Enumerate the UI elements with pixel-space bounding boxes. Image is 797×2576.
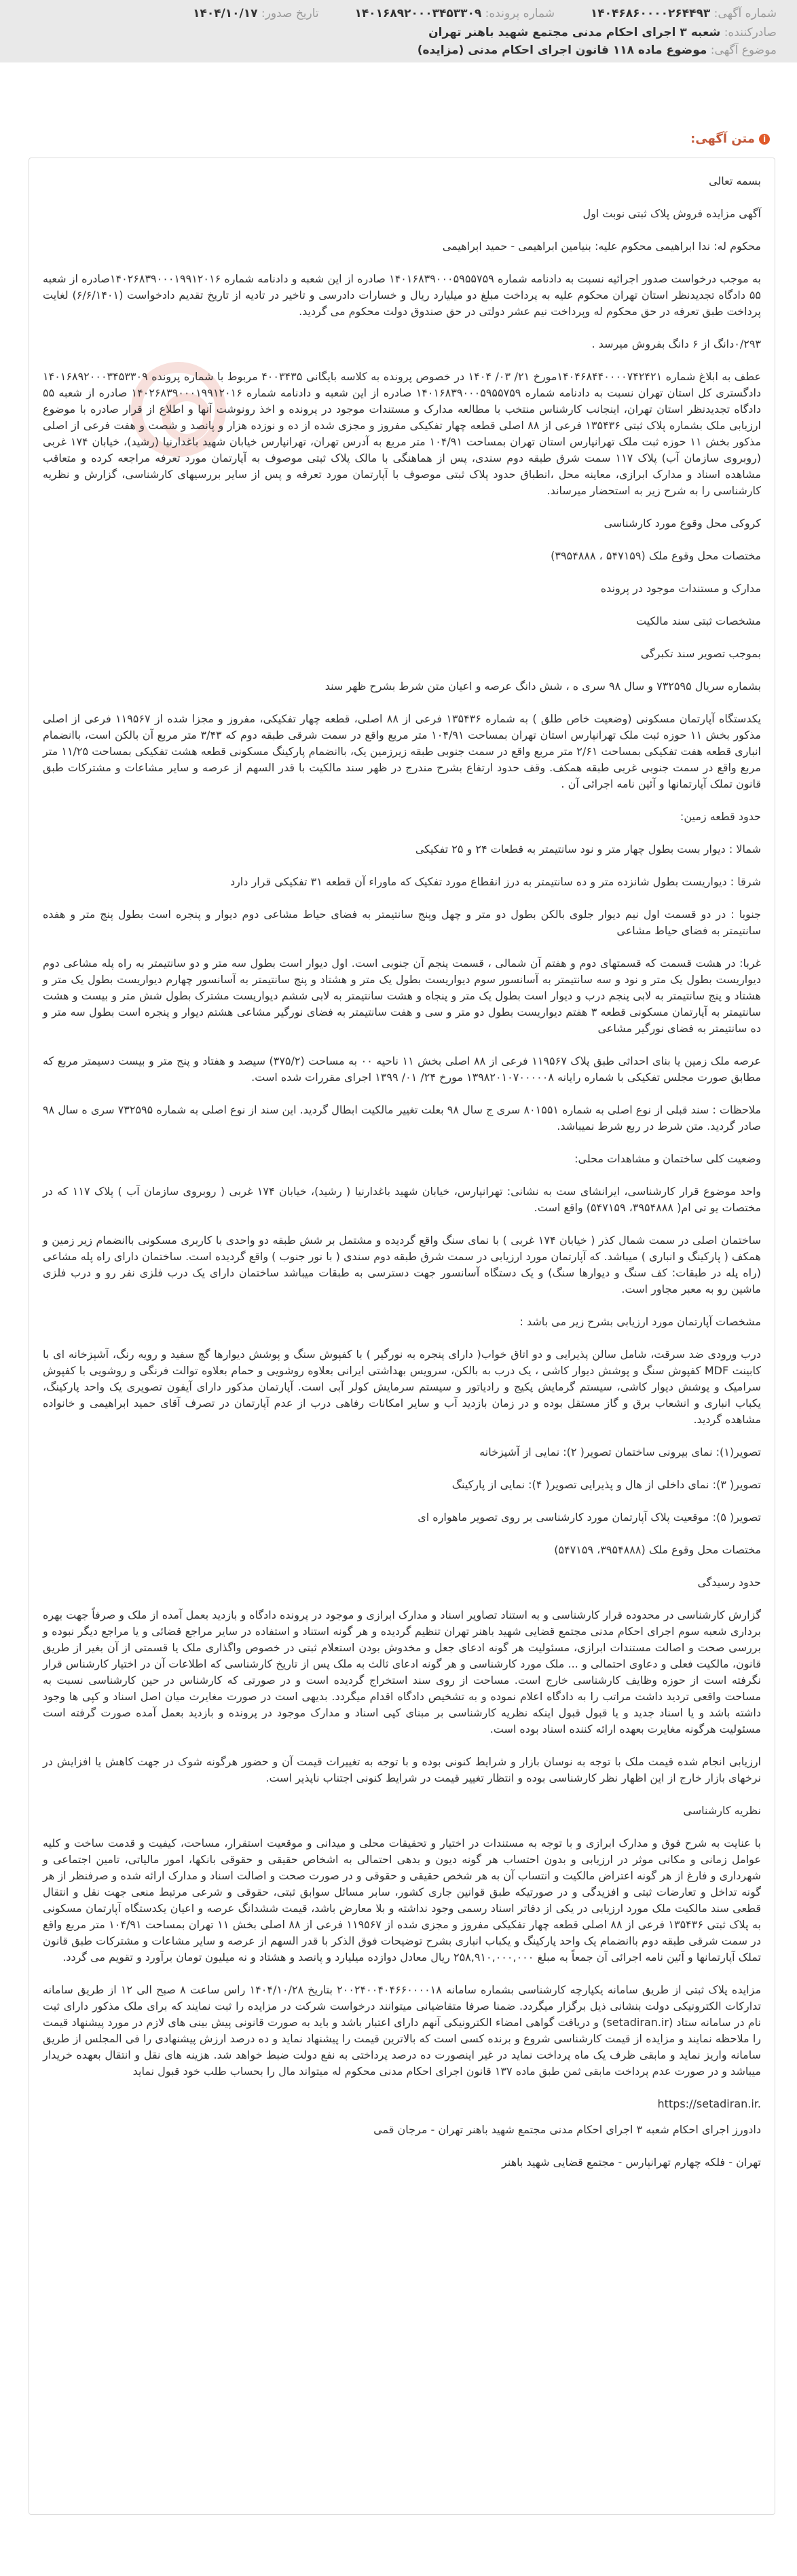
paragraph: دادورز اجرای احکام شعبه ۳ اجرای احکام مدنی مجتمع شهید باهنر تهران - مرجان قمی — [373, 2123, 761, 2136]
paragraph: تصویر( ۳): نمای داخلی از هال و پذیرایی تصویر( ۴): نمایی از پارکینگ — [451, 1478, 761, 1491]
paragraph: گزارش کارشناسی در محدوده قرار کارشناسی و به استناد تصاویر اسناد و مدارک ابرازی و موجود در پرونده دادگاه و بازدید بعمل آمده از ملک و صرفاً جهت بهره برداری شعبه سوم اجرای احکام مدنی مجتمع قضایی شهید باهنر تهران تنظیم گردیده و هر گونه استناد و استفاده در سایر مراجع قضائی و یا مراجع دیگر نبوده و بررسی صحت و اصالت مستندات ابرازی، مسئولیت هر گونه ادعای جعل و مخدوش بودن استعلام ثبتی در خصوص واگذاری ملک یا قسمتی از آن بغیر از طریق قانون، مالکیت فعلی و دعاوی احتمالی و ... ملک مورد کارشناسی و هر گونه ادعای ثالث به ملک پس از تاریخ کارشناسی که اطلاعات آن در اختیار کارشناس قرار نگرفته است از حوزه وظایف کارشناسی خارج است. مساحت از روی سند استخراج گردیده است و در صورتی که کارشناس در حین کارشناسی نسبت به مساحت واقعی تردید داشت مراتب را به دادگاه اعلام نموده و به تشخیص دادگاه اقدام میگردد. بدیهی است در صورت مغایرت میان اصل اسناد و کپی ها وجود داشته باشد و یا اسناد جدید و یا قبول قبول اینکه نظریه کارشناسی بر مبنای کپی اسناد و مدارک موجود در پرونده و بازدید بعمل آمده صورت گرفته است مسئولیت هرگونه مغایرت بعهده ارائه کننده اسناد بوده است. — [43, 1608, 761, 1735]
paragraph: حدود قطعه زمین: — [680, 810, 761, 823]
paragraph: مزایده پلاک ثبتی از طریق سامانه یکپارچه کارشناسی بشماره سامانه ۲۰۰۲۴۰۰۴۰۴۶۶۰۰۰۰۱۸ بتاریخ ۱۴۰۴/۱۰/۲۸ راس ساعت ۸ صبح الی ۱۲ از طریق سامانه تدارکات الکترونیکی دولت بنشانی ذیل برگزار میگردد. ضمنا صرفا متقاضیانی میتوانند درخواست شرکت در مزایده را ثبت نمایند که برای ملک مذکور دارای ثبت نام در سامانه ستاد (setadiran.ir) و دریافت گواهی امضاء الکترونیکی آنهم دارای اعتبار باشد و باید به صورت قانونی پیش بینی های لازم در مورد پیشنهاد قیمت را ملاحظه نمایند و مزایده از قیمت کارشناسی شروع و برنده کسی است که بالاترین قیمت را پیشنهاد نماید و ده درصد ارزش پیشنهادی را فی المجلس از طریق سامانه واریز نماید و مابقی ظرف یک ماه پرداخت نماید در غیر اینصورت ده درصد پرداختی به نفع دولت ضبط خواهد شد. هزینه های نقل و انتقال بعهده خریدار میباشد و در صورت عدم پرداخت مابقی ثمن طبق ماده ۱۳۷ قانون اجرای احکام مدنی محکوم له میتواند مال را بحساب طلب خود قبول نماید — [43, 1983, 762, 2078]
notice-header — [0, 0, 797, 62]
paragraph: تهران - فلکه چهارم تهرانپارس - مجتمع قضایی شهید باهنر — [502, 2156, 761, 2169]
paragraph: کروکی محل وقوع مورد کارشناسی — [604, 517, 761, 530]
notice-text-heading-label: متن آگهی: — [690, 132, 755, 146]
paragraph: غربا: در هشت قسمت که قسمتهای دوم و هفتم آن شمالی ، قسمت پنجم آن جنوبی است. اول دیوار است بطول سه متر و دو سانتیمتر به راه پله مشاعی دوم دیواریست بطول یک متر و نود و سه سانتیمتر به آسانسور سوم دیواریست بطول یک متر و هشتاد و پنج سانتیمتر به آسانسور چهارم دیواریست بطول یک متر و هشتاد و پنج سانتیمتر به لابی پنجم درب و دیوار است بطول یک متر و پنجاه و هشت سانتیمتر به لابی ششم دیواریست مشترک بطول شش متر و بیست و هشت سانتیمتر به آپارتمان مسکونی قطعه ۳ هفتم دیواریست بطول دو متر و سی و هفت سانتیمتر به فضای نورگیر مشاعی هشتم دیوار و پنجره است بطول سه متر و ده سانتیمتر به فضای نورگیر مشاعی — [43, 957, 762, 1035]
paragraph: بشماره سریال ۷۳۲۵۹۵ و سال ۹۸ سری ه ، شش دانگ عرصه و اعیان متن شرط بشرح ظهر سند — [325, 680, 761, 693]
case-number: ۱۴۰۱۶۸۹۲۰۰۰۳۴۵۳۳۰۹ — [354, 7, 482, 20]
paragraph: مشخصات ثبتی سند مالکیت — [635, 614, 761, 627]
paragraph: درب ورودی ضد سرقت، شامل سالن پذیرایی و دو اتاق خواب( دارای پنجره به نورگیر ) با کفپوش سنگ و پوشش دیوارها گچ سفید و رویه رنگ، آشپزخانه ای با کابینت MDF کفپوش سنگ و پوشش دیوار کاشی ، یک درب به بالکن، سرویس بهداشتی ایرانی بعلاوه روشویی و حمام بعلاوه توالت فرنگی و روشویی با کفپوش سرامیک و پوشش دیوار کاشی، سیستم گرمایش پکیج و رادیاتور و سیستم سرمایش کولر آبی است. آپارتمان مذکور دارای آیفون تصویری یک واحد پارکینگ، یکباب انباری و انشعاب برق و گاز مستقل بوده و در زمان بازدید آب و سایر امکانات رفاهی درب از عدم آپارتمان در تصرف آقای حمید ابراهیمی و خانواده مشاهده گردید. — [43, 1348, 761, 1426]
paragraph: عرصه ملک زمین یا بنای احداثی طبق پلاک ۱۱۹۵۶۷ فرعی از ۸۸ اصلی بخش ۱۱ ناحیه ۰۰ به مساحت (۳۷۵/۲) سیصد و هفتاد و پنج متر و بیست دسیمتر مربع که مطابق صورت مجلس تفکیکی با شماره رایانه ۱۳۹۸۲۰۱۰۷۰۰۰۰۰۸ مورخ ۲۴/ ۰۱/ ۱۳۹۹ اجرای مقررات شده است. — [43, 1054, 762, 1084]
paragraph: عطف به ابلاغ شماره ۱۴۰۴۶۸۴۴۰۰۰۰۷۴۲۴۲۱مورخ ۲۱/ ۰۳/ ۱۴۰۴ در خصوص پرونده به کلاسه بایگانی ۴۰۰۳۴۳۵ مربوط با شماره پرونده ۱۴۰۱۶۸۹۲۰۰۰۳۴۵۳۳۰۹ دادگستری کل استان تهران نسبت به دادنامه شماره ۱۴۰۱۶۸۳۹۰۰۰۵۹۵۵۷۵۹ صادره از این شعبه و دادنامه شماره ۱۴۰۲۶۸۳۹۰۰۰۱۹۹۱۲۰۱۶ صادره از شعبه ۵۵ دادگاه تجدیدنظر استان تهران، اینجانب کارشناس منتخب با مطالعه مدارک و مستندات موجود در پرونده و اخذ رونوشت آنها و اطلاع از قرار صادره با موضوع ارزیابی ملک بشماره پلاک ثبتی ۱۳۵۴۳۶ فرعی از ۸۸ اصلی قطعه چهار تفکیکی مفروز و مجزی شده از ده و نوزده هزار و پانصد و شصت و هفت فرعی از اصلی مذکور بخش ۱۱ حوزه ثبت ملک تهرانپارس استان تهران بمساحت ۱۰۴/۹۱ متر مربع به آدرس تهران، تهرانپارس خیابان شهید باغدارنیا (رشید)، خیابان ۱۷۴ غربی (روبروی سازمان آب) پلاک ۱۱۷ سمت شرق طبقه دوم سندی، پس از هماهنگی با مالک پلاک ثبتی موصوف به آپارتمان مورد تعرفه مراجعه کرده و متعاقب مشاهده اسناد و مدارک ابرازی، معاینه محل ،انطباق حدود پلاک ثبتی موصوف با آپارتمان مورد تعرفه و پس از سایر بررسیهای کارشناسی، گزارش و نظریه کارشناسی را به شرح زیر به استحضار میرساند. — [43, 370, 762, 497]
paragraph: شرقا : دیواریست بطول شانزده متر و ده سانتیمتر به درز انقطاع مورد تفکیک که ماوراء آن قطعه ۳۱ تفکیکی قرار دارد — [229, 875, 761, 888]
case-number-label: شماره پرونده: — [485, 7, 555, 20]
issuer: شعبه ۳ اجرای احکام مدنی مجتمع شهید باهنر تهران — [428, 26, 721, 39]
subject: موضوع ماده ۱۱۸ قانون اجرای احکام مدنی (مزایده) — [417, 43, 707, 57]
paragraph: حدود رسیدگی — [697, 1576, 761, 1589]
issuer-label: صادرکننده: — [724, 26, 777, 39]
paragraph: ۰/۲۹۳دانگ از ۶ دانگ بفروش میرسد . — [591, 337, 761, 350]
paragraph: ارزیابی انجام شده قیمت ملک با توجه به نوسان بازار و شرایط کنونی بوده و با توجه به تغییرات قیمت آن و حضور هرگونه شوک در جهت کاهش یا افزایش در نرخهای بازار خارج از این اظهار نظر کارشناسی بوده و انتظار تغییر قیمت در شرایط کنونی اجتناب ناپذیر است. — [43, 1755, 761, 1784]
paragraph: جنوبا : در دو قسمت اول نیم دیوار جلوی بالکن بطول دو متر و چهل وپنج سانتیمتر به فضای حیاط مشاعی دوم دیوار و پنجره است بطول پنج متر و هفده سانتیمتر به فضای حیاط مشاعی — [43, 908, 761, 937]
notice-body — [29, 158, 775, 2515]
notice-content — [43, 173, 761, 2187]
paragraph: وضعیت کلی ساختمان و مشاهدات محلی: — [574, 1152, 761, 1165]
notice-text-heading — [690, 132, 770, 146]
info-icon: i — [759, 134, 770, 145]
paragraph: مختصات محل وقوع ملک (۵۴۷۱۵۹ ، ۳۹۵۴۸۸۸) — [551, 549, 761, 562]
paragraph: ساختمان اصلی در سمت شمال کذر ( خیابان ۱۷۴ غربی ) با نمای سنگ واقع گردیده و مشتمل بر شش طبقه دو واحدی با کاربری مسکونی باانضمام زیر زمین و همکف ( پارکینگ و انباری ) میباشد. که آپارتمان مورد ارزیابی در سمت شرق طبقه دوم سندی ( با نور جنوب ) واقع گردیده است. ساختمان دارای راه پله مشاعی (راه پله در طبقات: کف سنگ و دیوارها سنگ) و یک دستگاه آسانسور جهت دسترسی به طبقات میباشد ساختمان دارای یک درب فلزی نفر رو و درب فلزی ماشین رو به معبر مجاور است. — [43, 1234, 761, 1295]
notice-number-label: شماره آگهی: — [713, 7, 777, 20]
paragraph: ملاحظات : سند قبلی از نوع اصلی به شماره ۸۰۱۵۵۱ سری ج سال ۹۸ بعلت تغییر مالکیت ابطال گردید. این سند از نوع اصلی به شماره ۷۳۲۵۹۵ سری ه سال ۹۸ صادر گردید. متن شرط در ربع شرط نمیباشد. — [43, 1103, 762, 1133]
paragraph: مختصات محل وقوع ملک (۳۹۵۴۸۸۸، ۵۴۷۱۵۹) — [554, 1543, 761, 1556]
notice-number: ۱۴۰۴۶۸۶۰۰۰۰۲۶۴۴۹۳ — [590, 7, 711, 20]
issue-date: ۱۴۰۴/۱۰/۱۷ — [193, 7, 258, 20]
header-row-subject — [20, 43, 777, 57]
paragraph: تصویر( ۵): موقعیت پلاک آپارتمان مورد کارشناسی بر روی تصویر ماهواره ای — [418, 1511, 761, 1524]
setad-link[interactable]: https://setadiran.ir. — [657, 2097, 761, 2110]
paragraph: یکدستگاه آپارتمان مسکونی (وضعیت خاص طلق ) به شماره ۱۳۵۴۳۶ فرعی از ۸۸ اصلی، قطعه چهار تفکیکی، مفروز و مجزا شده از ۱۱۹۵۶۷ فرعی از اصلی مذکور بخش ۱۱ حوزه ثبت ملک تهرانپارس استان تهران بمساحت ۱۰۴/۹۱ متر مربع واقع در سمت شرقی طبقه دوم که ۳/۴۳ متر مربع آن بالکن است، باانضمام انباری قطعه هفت تفکیکی بمساحت ۲/۶۱ متر مربع واقع در سمت جنوبی طبقه زیرزمین یک، باانضمام پارکینگ مسکونی قطعه هشت تفکیکی بمساحت ۱۱/۲۵ متر مربع واقع در سمت جنوبی غربی طبقه همکف. وقف حدود ارتفاع بشرح مندرج در ظهر سند مالکیت با قدر السهم از عرصه و سایر مشاعات و مشترکات طبق قانون تملک آپارتمانها و آئین نامه اجرائی آن . — [43, 712, 762, 790]
subject-label: موضوع آگهی: — [710, 43, 777, 57]
paragraph: مشخصات آپارتمان مورد ارزیابی بشرح زیر می باشد : — [519, 1315, 761, 1328]
paragraph: نظریه کارشناسی — [683, 1804, 761, 1817]
paragraph: بسمه تعالی — [709, 174, 761, 187]
header-row-issuer — [20, 26, 777, 39]
paragraph: با عنایت به شرح فوق و مدارک ابرازی و با توجه به مستندات در اختیار و تحقیقات محلی و میدانی و موقعیت استقرار، مساحت، کیفیت و قدمت ساخت و کلیه عوامل زمانی و مکانی موثر در ارزیابی و بدون احتساب هر گونه دیون و بدهی احتمالی به اشخاص حقیقی و حقوقی بانکها، امور مالیاتی، تامین اجتماعی و شهرداری و فارغ از هر گونه اعتراض مالکیت و انتساب آن به هر شخص حقیقی و حقوقی و در صورت صحت و اصالت اسناد و مدارک ارائه شده و صرفنظر از هر گونه تداخل و تعارضات ثبتی و افزیدگی و در صورتیکه طبق قوانین جاری کشور، سابر مسائل سوابق ثبتی، حقوقی و شرعی مرتبط منعی جهت نقل و انتقال قطعی سند مالکیت ملک مورد ارزیابی در یکی از دفاتر اسناد رسمی وجود نداشته و بلا معارض باشد، قیمت ششدانگ عرصه و اعیان یکدستگاه آپارتمان مسکونی به پلاک ثبتی ۱۳۵۴۳۶ فرعی از ۸۸ اصلی قطعه چهار تفکیکی مفروز و مجزی شده از ۱۱۹۵۶۷ فرعی از ۸۸ اصلی بخش ۱۱ تهران بمساحت ۱۰۴/۹۱ متر مربع واقع در سمت شرقی طبقه دوم باانضمام یک واحد پارکینگ و یکباب انباری بشرح توضیحات فوق الذکر با قدر السهم از عرصه و سایر مشاعات و مشترکات طبق قانون تملک آپارتمانها و آئین نامه اجرائی آن جمعاً به مبلغ ۲۵۸,۹۱۰,۰۰۰,۰۰۰ ریال معادل دوازده میلیارد و پانصد و هشتاد و نه میلیون تومان برآورد و تقویم می گردد. — [43, 1837, 762, 1964]
issue-date-label: تاریخ صدور: — [261, 7, 319, 20]
paragraph: به موجب درخواست صدور اجرائیه نسبت به دادنامه شماره ۱۴۰۱۶۸۳۹۰۰۰۵۹۵۵۷۵۹ صادره از این شعبه و دادنامه شماره ۱۴۰۲۶۸۳۹۰۰۰۱۹۹۱۲۰۱۶صادره از شعبه ۵۵ دادگاه تجدیدنظر استان تهران محکوم علیه به پرداخت مبلغ دو میلیارد ریال و خسارات دادرسی و تاخیر در تادیه از تاریخ تقدیم دادخواست (۶/۶/۱۴۰۱) لغایت پرداخت طبق تعرفه در حق محکوم له وپرداخت نیم عشر دولتی در حق صندوق دولت محکوم می گردید. — [43, 272, 762, 318]
paragraph: آگهی مزایده فروش پلاک ثبتی نوبت اول — [582, 207, 761, 220]
paragraph: محکوم له: ندا ابراهیمی محکوم علیه: بنیامین ابراهیمی - حمید ابراهیمی — [442, 240, 761, 253]
paragraph: بموجب تصویر سند تکبرگی — [640, 647, 761, 660]
paragraph: واحد موضوع قرار کارشناسی، ایرانشای ست به نشانی: تهرانپارس، خیابان شهید باغدارنیا ( رشید)، خیابان ۱۷۴ غربی ( روبروی سازمان آب ) پلاک ۱۱۷ که در مختصات یو تی ام( ۳۹۵۴۸۸۸، ۵۴۷۱۵۹) واقع است. — [43, 1185, 762, 1214]
header-row-numbers — [20, 7, 777, 20]
paragraph: شمالا : دیوار بست بطول چهار متر و نود سانتیمتر به قطعات ۲۴ و ۲۵ تفکیکی — [415, 843, 761, 855]
paragraph: مدارک و مستندات موجود در پرونده — [600, 582, 761, 595]
paragraph: تصویر(۱): نمای بیرونی ساختمان تصویر( ۲): نمایی از آشپزخانه — [479, 1446, 761, 1458]
